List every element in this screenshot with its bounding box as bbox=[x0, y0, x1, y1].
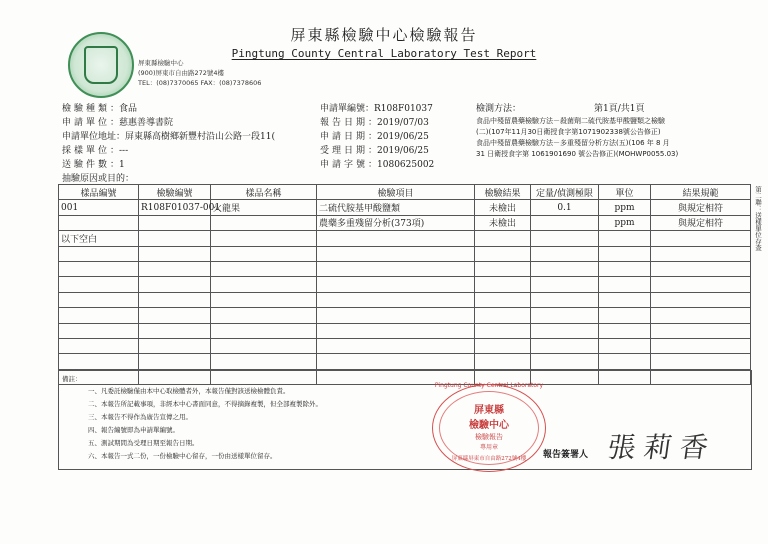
note-item: 四、報告編號即為申請單編號。 bbox=[88, 426, 179, 434]
note-item: 一、凡委託檢驗僅由本中心取檢體者外，本報告僅對該送檢檢體負責。 bbox=[88, 387, 290, 395]
table-row: 農藥多重殘留分析(373項) 未檢出 ppm 與規定相符 bbox=[59, 215, 751, 230]
table-row bbox=[59, 338, 751, 353]
results-table bbox=[58, 184, 751, 385]
note-item: 二、本報告所記載事項，非經本中心書面同意，不得摘錄複製，但全部複製除外。 bbox=[88, 400, 322, 408]
field-type: 檢驗種類：食品 bbox=[62, 104, 138, 114]
method-line: 31 日衛授食字第 1061901690 號公告修正)(MOHWP0055.03) bbox=[476, 150, 679, 158]
table-row bbox=[59, 308, 751, 323]
note-item: 五、測試期間為受理日期至報告日期。 bbox=[88, 439, 199, 447]
table-row bbox=[59, 261, 751, 276]
copy-note: 第二聯：送樣單位存查 bbox=[754, 186, 762, 251]
method-line: (二)(107年11月30日衛授食字第1071902338號公告修正) bbox=[476, 128, 661, 136]
note-item: 三、本報告不得作為廣告宣傳之用。 bbox=[88, 413, 192, 421]
table-row bbox=[59, 292, 751, 307]
report-title-zh: 屏東縣檢驗中心檢驗報告 bbox=[290, 26, 478, 44]
lab-phone: TEL：(08)7370065 FAX：(08)7378606 bbox=[138, 79, 262, 87]
method-label: 檢測方法： bbox=[476, 104, 522, 114]
col-unit: 單位 bbox=[599, 185, 651, 200]
field-count: 送驗件數：1 bbox=[62, 160, 125, 170]
table-row: 以下空白 bbox=[59, 231, 751, 246]
field-accept-date: 受理日期：2019/06/25 bbox=[320, 146, 429, 156]
official-stamp: Pingtung County Central Laboratory 屏東縣 檢驗中心 檢驗報告 專用章 屏東縣屏東市自由路272號4樓 bbox=[432, 384, 546, 472]
col-spec: 結果規範 bbox=[651, 185, 751, 200]
table-row: 001 R108F01037-001 火龍果 二硫代胺基甲酸鹽類 未檢出 0.1 ppm 與規定相符 bbox=[59, 200, 751, 215]
report-title-en: Pingtung County Central Laboratory Test Report bbox=[231, 47, 537, 60]
field-applicant-address: 申請單位地址：屏東縣高樹鄉新豐村沿山公路一段11( bbox=[62, 132, 275, 142]
signer-label: 報告簽署人 bbox=[543, 450, 589, 460]
lab-name: 屏東縣檢驗中心 bbox=[138, 59, 184, 67]
field-application-no: 申請單編號：R108F01037 bbox=[320, 104, 433, 114]
table-row bbox=[59, 246, 751, 261]
table-row bbox=[59, 277, 751, 292]
col-result: 檢驗結果 bbox=[475, 185, 531, 200]
field-sampler: 採樣單位：--- bbox=[62, 146, 129, 156]
col-sample-name: 樣品名稱 bbox=[211, 185, 317, 200]
field-apply-date: 申請日期：2019/06/25 bbox=[320, 132, 429, 142]
field-application-ref: 申請字號：1080625002 bbox=[320, 160, 435, 170]
field-applicant: 申請單位：慈惠善導書院 bbox=[62, 118, 174, 128]
method-line: 食品中殘留農藥檢驗方法－殺菌劑二硫代胺基甲酸鹽類之檢驗 bbox=[476, 117, 665, 125]
signature: 張莉香 bbox=[605, 431, 719, 464]
col-limit: 定量/偵測極限 bbox=[531, 185, 599, 200]
col-sample-no: 樣品編號 bbox=[59, 185, 139, 200]
note-item: 六、本報告一式二份，一份檢驗中心留存，一份由送樣單位留存。 bbox=[88, 452, 277, 460]
lab-address: (900)屏東市自由路272號4樓 bbox=[138, 69, 225, 77]
table-row bbox=[59, 354, 751, 369]
notes-label: 備註： bbox=[62, 375, 82, 383]
col-test-item: 檢驗項目 bbox=[317, 185, 475, 200]
field-report-date: 報告日期：2019/07/03 bbox=[320, 118, 429, 128]
page-number: 第1頁/共1頁 bbox=[594, 104, 645, 114]
method-line: 食品中殘留農藥檢驗方法－多重殘留分析方法(五)(106 年 8 月 bbox=[476, 139, 670, 147]
table-header-row bbox=[59, 185, 751, 200]
table-row bbox=[59, 323, 751, 338]
field-purpose: 抽驗原因或目的： bbox=[62, 174, 135, 184]
col-test-no: 檢驗編號 bbox=[139, 185, 211, 200]
